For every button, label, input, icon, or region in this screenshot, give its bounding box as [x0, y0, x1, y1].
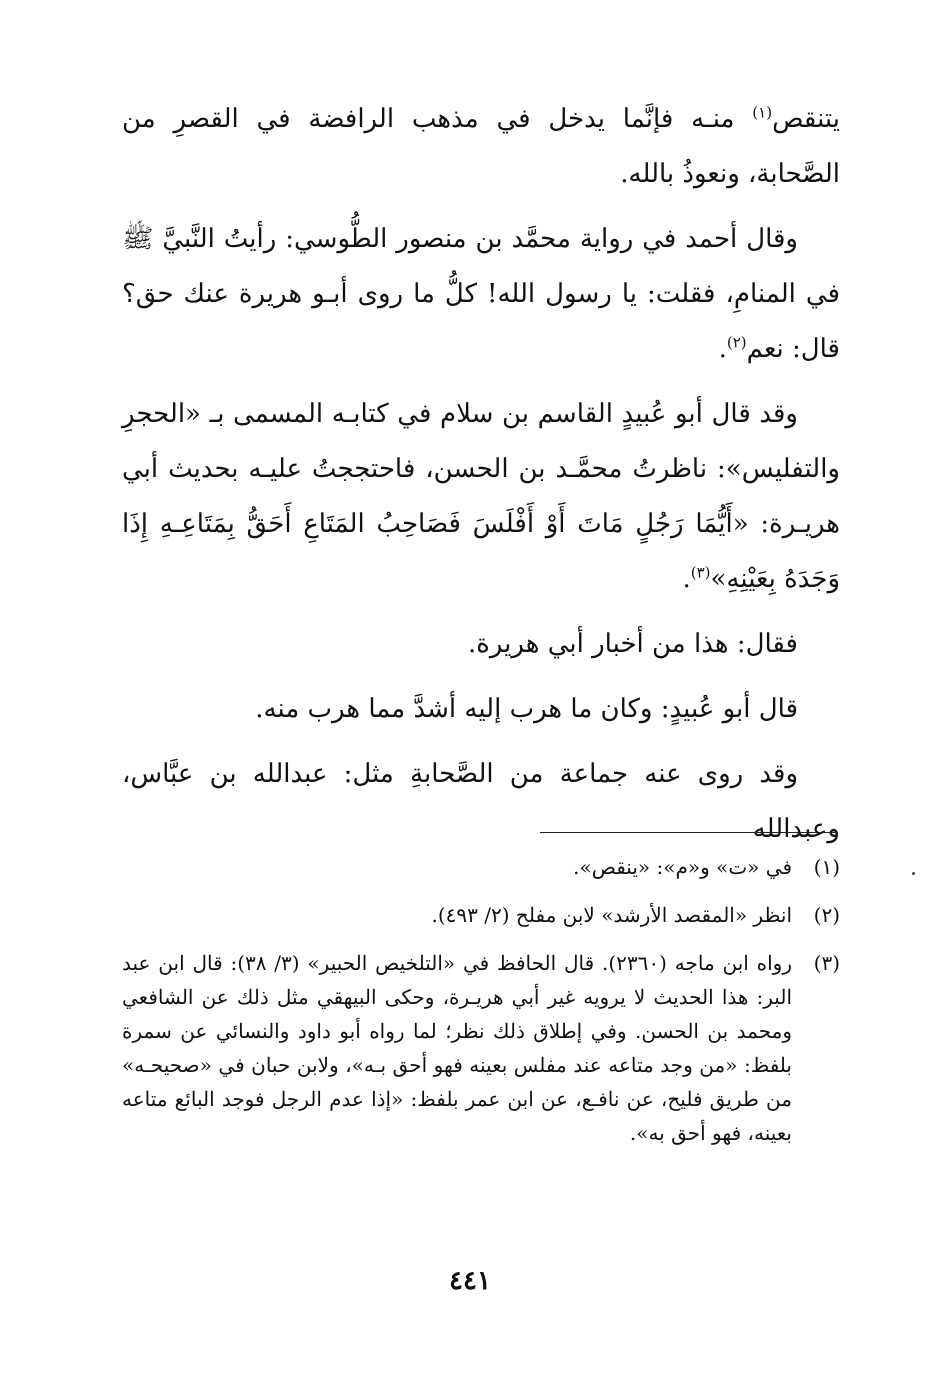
- footnote-3-number: (٣): [813, 951, 840, 975]
- footnotes-section: [122, 850, 840, 1164]
- paragraph-1-text-after-ref: منـه فإنَّما يدخل في مذهب الرافضة في القصرِ من الصَّحابة، ونعوذُ بالله.: [122, 104, 840, 189]
- paragraph-1: [122, 92, 840, 202]
- paragraph-2-text-after-ref: .: [718, 334, 727, 364]
- footnote-divider: [540, 832, 838, 833]
- footnote-1: [122, 850, 840, 884]
- paragraph-3: [122, 387, 840, 607]
- footnote-ref-1[interactable]: (١): [752, 103, 773, 122]
- page-number: ٤٤١: [449, 1266, 491, 1296]
- footnote-ref-3[interactable]: (٣): [690, 563, 711, 582]
- paragraph-2-text-before-ref: وقال أحمد في رواية محمَّد بن منصور الطُّوسي: رأيتُ النَّبيَّ ﷺ في المنامِ، فقلت: يا رسول الله! كلُّ ما روى أبـو هريرة عنك حق؟ قال: نعم: [122, 224, 840, 364]
- footnote-3: [122, 946, 840, 1150]
- footnote-1-text: في «ت» و«م»: «ينقص».: [573, 855, 792, 879]
- paragraph-2: [122, 212, 840, 377]
- footnote-2-number: (٢): [813, 903, 840, 927]
- paragraph-3-text-after-ref: .: [682, 564, 691, 594]
- paragraph-5: قال أبو عُبيدٍ: وكان ما هرب إليه أشدَّ مما هرب منه.: [255, 694, 798, 724]
- main-text: [122, 92, 840, 867]
- paragraph-1-text-before-ref: يتنقص: [772, 104, 840, 134]
- paragraph-3-text-before-ref: وقد قال أبو عُبيدٍ القاسم بن سلام في كتابـه المسمى بـ «الحجرِ والتفليس»: ناظرتُ محمَّـد بن الحسن، فاحتججتُ عليـه بحديث أبي هريـرة: «أَيُّمَا رَجُلٍ مَاتَ أَوْ أَفْلَسَ فَصَاحِبُ المَتَاعِ أَحَقُّ بِمَتَاعِـهِ إِذَا وَجَدَهُ بِعَيْنِهِ»: [122, 399, 840, 594]
- footnote-2: [122, 898, 840, 932]
- footnote-2-text: انظر «المقصد الأرشد» لابن مفلح (٢/ ٤٩٣).: [431, 903, 792, 927]
- paragraph-6: وقد روى عنه جماعة من الصَّحابةِ مثل: عبدالله بن عبَّاس، وعبدالله: [122, 759, 840, 844]
- footnote-ref-2[interactable]: (٢): [726, 333, 747, 352]
- margin-dot: [912, 872, 915, 875]
- footnote-3-text: رواه ابن ماجه (٢٣٦٠). قال الحافظ في «التلخيص الحبير» (٣/ ٣٨): قال ابن عبد البر: هذا الحديث لا يرويه غير أبي هريـرة، وحكى البيهقي مثل ذلك عن الشافعي ومحمد بن الحسن. وفي إطلاق ذلك نظر؛ لما رواه أبو داود والنسائي عن سمرة بلفظ: «من وجد متاعه عند مفلس بعينه فهو أحق بـه»، ولابن حبان في «صحيحـه» من طريق فليح، عن نافـع، عن ابن عمر بلفظ: «إذا عدم الرجل فوجد البائع متاعه بعينه، فهو أحق به».: [122, 951, 792, 1145]
- paragraph-4: فقال: هذا من أخبار أبي هريرة.: [467, 629, 798, 659]
- footnote-1-number: (١): [813, 855, 840, 879]
